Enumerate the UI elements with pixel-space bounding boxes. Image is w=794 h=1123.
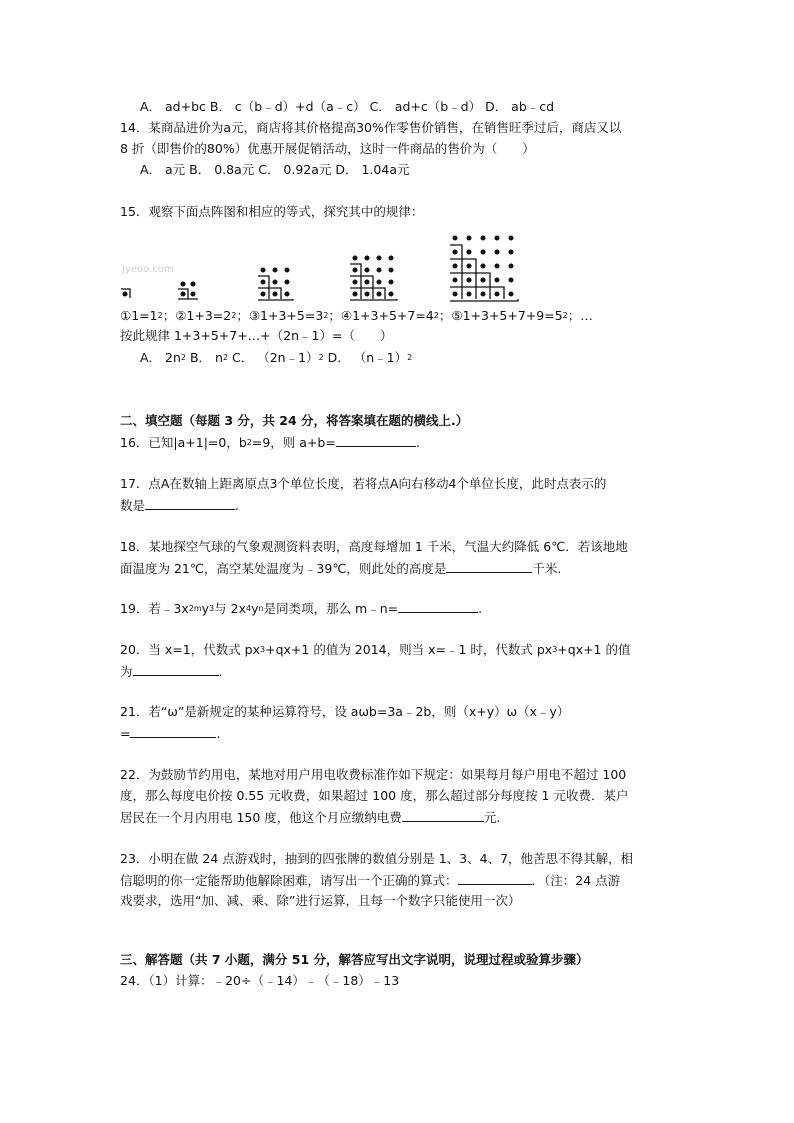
q15-eq-4: $④1+3+5+7=4^2$； [340,308,452,323]
q21-line2: = . [120,726,221,741]
dot [261,268,265,272]
dot [285,292,289,296]
dot [495,278,499,282]
dot [261,280,265,284]
dot [365,268,369,272]
dot [481,264,485,268]
q15-eq-5: $⑤1+3+5+7+9=5^2$；… [451,308,593,323]
l-separator [258,299,293,300]
q15-stem: 15．观察下面点阵图和相应的等式，探究其中的规律： [120,204,424,219]
dot [365,256,369,260]
dot [389,256,393,260]
q18-line1: 18．某地探空气球的气象观测资料表明，高度每增加 1 千米，气温大约降低 6℃．若该地地 [120,539,628,554]
q18-line2: 面温度为 21℃，高空某处温度为﹣39℃，则此处的高度是 千米. [120,561,562,576]
dot [509,278,513,282]
q15-eq-2: $②1+3=2^2$； [175,308,249,323]
q18-answer-blank[interactable] [446,560,532,573]
dot [273,268,277,272]
q21-answer-blank[interactable] [130,725,216,738]
q23-line1: 23．小明在做 24 点游戏时，抽到的四张牌的数值分别是 1、3、4、7，他苦思不得其解，相 [120,851,634,866]
dot [509,264,513,268]
dot [273,292,277,296]
q15-rule: 按此规律 1+3+5+7+…+（2n﹣1）=（ ） [120,328,393,343]
dot [389,280,393,284]
q23-answer-blank[interactable] [458,872,532,885]
q17-line1: 17．点A在数轴上距离原点3个单位长度，若将点A向右移动4个单位长度，此时点表示的 [120,476,607,491]
l-separator [350,299,397,300]
dot [467,278,471,282]
dot [377,292,381,296]
q22-line2: 度，那么每度电价按 0.55 元收费，如果超过 100 度，那么超过部分每度按 1 元收费．某户 [120,788,629,803]
dot [453,278,457,282]
dot [285,268,289,272]
q22-line1: 22．为鼓励节约用电，某地对用户用电收费标准作如下规定：如果每月每户用电不超过 100 [120,767,627,782]
dot [467,250,471,254]
dot [389,292,393,296]
dot [509,236,513,240]
dot [453,250,457,254]
q16-answer-blank[interactable] [336,434,416,447]
q19-answer-blank[interactable] [398,600,478,613]
dot [481,292,485,296]
dot [467,264,471,268]
dot [191,282,195,286]
dot-figure-5 [450,236,518,301]
dot [481,250,485,254]
dot [389,268,393,272]
q14-stem-line1: 14．某商品进价为a元，商店将其价格提高30%作零售价销售，在销售旺季过后，商店又以 [120,120,622,135]
q13-options: A． ad+bc B． c（b﹣d）+d（a﹣c） C． ad+c（b﹣d） D． ab﹣cd [140,99,555,114]
dot [495,236,499,240]
dot [353,292,357,296]
dot-figure-4 [350,256,397,300]
dot [181,282,185,286]
q15-options: A． $2n^2$ B． $n^2$ C． （2n﹣1）$^2$ D． （n﹣1）$^2$ [140,350,413,365]
q21-line1: 21．若“ω”是新规定的某种运算符号，设 aωb=3a﹣2b，则（x+y）ω（x﹣y） [120,704,570,719]
dot [453,264,457,268]
l-separator [450,299,518,301]
dot [453,292,457,296]
q19: 19．若$﹣3x^{2m}y^3$与 $2x^4y^n$是同类项，那么 m﹣n= . [120,601,483,616]
q15-eq-1: $①1=1^2$； [120,308,176,323]
q22-answer-blank[interactable] [402,809,484,822]
dot [273,280,277,284]
q17-line2: 数是 . [120,498,239,513]
dot [353,268,357,272]
dot [353,280,357,284]
section-3-title: 三、解答题（共 7 小题，满分 51 分，解答应写出文字说明，说理过程或验算步骤） [120,952,589,967]
q20-line1: 20．当 x=1，代数式 $px^3+qx+1$ 的值为 2014，则当 x=﹣1 时，代数式 $px^3+qx+1$ 的值 [120,642,631,657]
watermark: Jyeoo.com [122,264,174,275]
q17-answer-blank[interactable] [145,497,235,510]
q16: 16．已知|a+1|=0，$b^2=9$，则 a+b= . [120,435,420,450]
dot [481,278,485,282]
q23-line2: 信聪明的你一定能帮助他解除困难，请写出一个正确的算式： ．（注：24 点游 [120,873,621,888]
dot [377,256,381,260]
q20-answer-blank[interactable] [133,663,219,676]
dot [353,256,357,260]
dot [509,250,513,254]
q15-eq-3: $③1+3+5=3^2$； [248,308,341,323]
dot [285,280,289,284]
dot [181,292,185,296]
dot [467,236,471,240]
q24: 24．（1）计算：﹣20÷（﹣14）﹣（﹣18）﹣13 [120,973,400,988]
dot [365,292,369,296]
dot-figure-3 [258,268,293,300]
dot [467,292,471,296]
dot [377,280,381,284]
dot [261,292,265,296]
dot [509,292,513,296]
section-2-title: 二、填空题（每题 3 分，共 24 分，将答案填在题的横线上.） [120,413,469,428]
dot [377,268,381,272]
dot [495,292,499,296]
dot [365,280,369,284]
q14-options: A． a元 B． 0.8a元 C． 0.92a元 D． 1.04a元 [140,162,410,177]
dot [191,292,195,296]
dot-array-figure [118,218,558,302]
q23-line3: 戏要求，选用“加、减、乘、除”进行运算，且每一个数字只能使用一次） [120,893,521,908]
q22-line3: 居民在一个月内用电 150 度，他这个月应缴纳电费 元. [120,810,501,825]
q14-stem-line2: 8 折（即售价的80%）优惠开展促销活动，这时一件商品的售价为（ ） [120,141,535,156]
dot [481,236,485,240]
dot-figure-1 [121,289,130,298]
dot [495,250,499,254]
dot [453,236,457,240]
dot-figure-2 [178,282,198,299]
q15-equations [120,308,593,324]
q20-line2: 为 . [120,664,223,679]
dot [495,264,499,268]
